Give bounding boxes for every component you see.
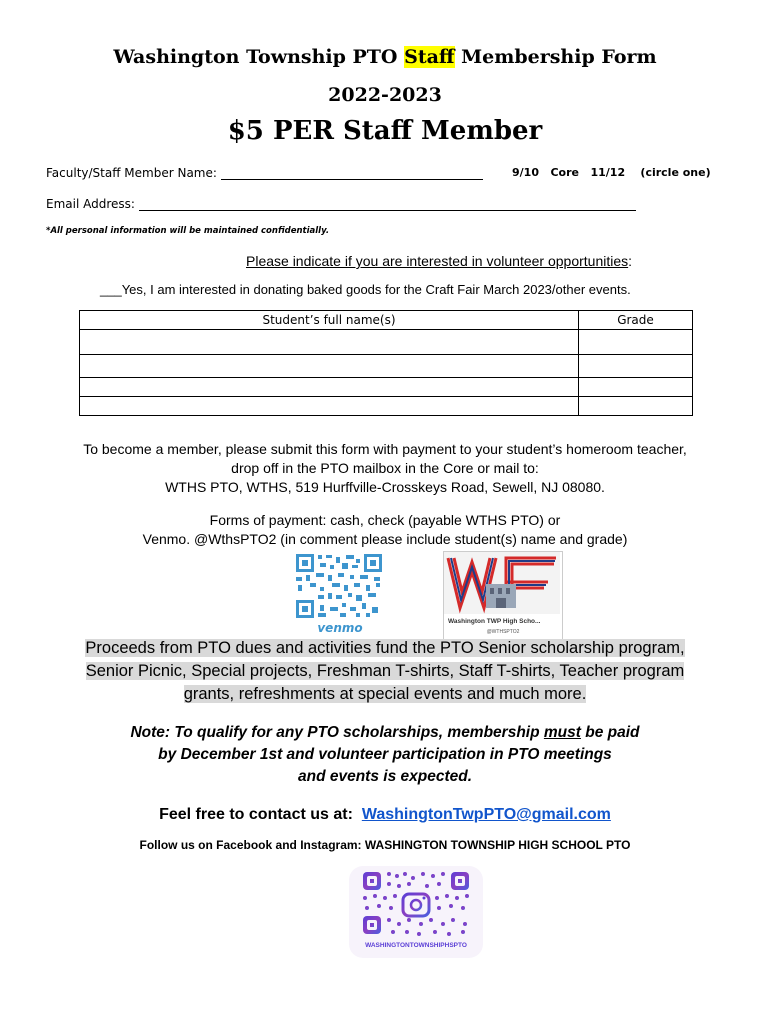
table-row — [80, 355, 693, 378]
confidential-note: *All personal information will be maintained confidentially. — [46, 226, 330, 236]
payment-instructions — [0, 511, 770, 549]
instagram-qr-code — [349, 866, 483, 958]
volunteer-yes-option — [100, 282, 631, 297]
contact-label: Feel free to contact us at: — [159, 806, 362, 823]
venmo-qr-icon — [290, 553, 390, 621]
submission-instructions — [0, 440, 770, 497]
note-text: be paid — [580, 724, 640, 741]
email-input-line[interactable] — [139, 196, 636, 211]
yes-blank[interactable]: ___ — [100, 282, 122, 297]
grade-cell[interactable] — [579, 397, 693, 416]
table-header-row — [80, 311, 693, 330]
title-text-1: Washington Township PTO — [113, 46, 405, 68]
circle-one-options: 9/10 Core 11/12 (circle one) — [512, 166, 711, 179]
proceeds-line: Senior Picnic, Special projects, Freshman T-shirts, Staff T-shirts, Teacher program — [85, 662, 685, 680]
volunteer-prompt — [246, 253, 632, 269]
instagram-qr-icon — [349, 866, 483, 940]
instructions-line: To become a member, please submit this form with payment to your student’s homeroom teacher, — [83, 441, 687, 457]
form-year: 2022-2023 — [328, 84, 442, 106]
volunteer-prompt-colon: : — [628, 253, 633, 269]
note-must-emphasis: must — [543, 724, 581, 741]
venmo-label: venmo — [317, 621, 363, 635]
note-line — [0, 722, 770, 744]
proceeds-line: grants, refreshments at special events and much more. — [183, 685, 587, 703]
form-title — [0, 46, 770, 68]
volunteer-prompt-text: Please indicate if you are interested in volunteer opportunities — [246, 253, 629, 269]
name-input-line[interactable] — [221, 165, 483, 180]
instagram-qr-label: WASHINGTONTOWNSHIPHSPTO — [365, 942, 467, 949]
note-line: and events is expected. — [297, 768, 473, 785]
contact-line — [0, 806, 770, 824]
venmo-qr-code — [290, 553, 390, 637]
scholarship-note — [0, 722, 770, 788]
price-heading: $5 PER Staff Member — [227, 116, 543, 146]
student-name-cell[interactable] — [80, 355, 579, 378]
logo-handle: @WTHSPTO2 — [486, 629, 520, 635]
yes-text: Yes, I am interested in donating baked goods for the Craft Fair March 2023/other events. — [121, 282, 631, 297]
grade-cell[interactable] — [579, 378, 693, 397]
table-row — [80, 330, 693, 355]
payment-line: Venmo. @WthsPTO2 (in comment please include student(s) name and grade) — [142, 531, 628, 547]
col-grade: Grade — [579, 311, 693, 330]
logo-caption: Washington TWP High Scho... — [448, 618, 541, 625]
mailing-address: WTHS PTO, WTHS, 519 Hurffville-Crosskeys Road, Sewell, NJ 08080. — [165, 479, 605, 495]
contact-email-link[interactable]: WashingtonTwpPTO@gmail.com — [361, 806, 611, 823]
note-line: by December 1st and volunteer participation in PTO meetings — [158, 746, 612, 763]
name-field-row — [46, 165, 483, 180]
instructions-line: drop off in the PTO mailbox in the Core or mail to: — [231, 460, 539, 476]
proceeds-line: Proceeds from PTO dues and activities fund the PTO Senior scholarship program, — [85, 639, 685, 657]
student-name-cell[interactable] — [80, 330, 579, 355]
payment-line: Forms of payment: cash, check (payable WTHS PTO) or — [209, 512, 561, 528]
wf-logo-icon — [444, 552, 560, 614]
table-row — [80, 378, 693, 397]
grade-cell[interactable] — [579, 355, 693, 378]
grade-cell[interactable] — [579, 330, 693, 355]
follow-us-line: Follow us on Facebook and Instagram: WASHINGTON TOWNSHIP HIGH SCHOOL PTO — [139, 838, 631, 852]
note-text: Note: To qualify for any PTO scholarships, membership — [130, 724, 544, 741]
table-row — [80, 397, 693, 416]
title-text-2: Membership Form — [454, 46, 657, 68]
student-name-cell[interactable] — [80, 378, 579, 397]
student-name-cell[interactable] — [80, 397, 579, 416]
name-label: Faculty/Staff Member Name: — [46, 166, 217, 180]
wths-pto-logo-card — [443, 551, 563, 641]
student-table — [79, 310, 693, 416]
proceeds-paragraph — [60, 637, 710, 706]
email-label: Email Address: — [46, 197, 135, 211]
email-field-row — [46, 196, 636, 211]
title-highlight-staff: Staff — [404, 46, 455, 68]
col-student-name: Student’s full name(s) — [80, 311, 579, 330]
